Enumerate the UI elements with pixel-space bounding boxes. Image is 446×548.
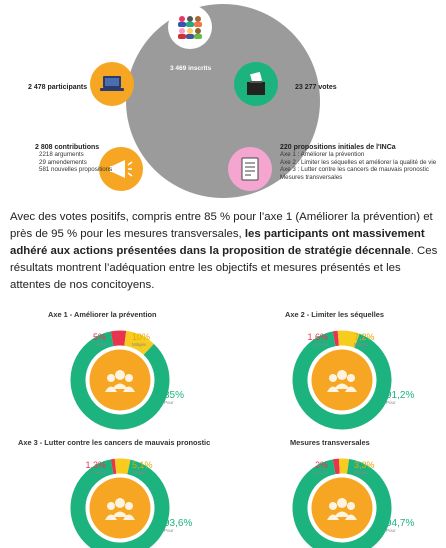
person-head-icon bbox=[115, 370, 125, 380]
person-head-icon bbox=[115, 498, 125, 508]
person-head-icon bbox=[329, 374, 337, 382]
donut-segment-contre bbox=[334, 466, 339, 467]
chart-title: Axe 2 - Limiter les séquelles bbox=[285, 310, 384, 319]
data-label-sub: Contre bbox=[314, 470, 328, 475]
summary-bold-text: les participants ont massivement adhéré aux actions présentées dans la proposition de stratégie décennale bbox=[10, 228, 425, 257]
chart-title: Mesures transversales bbox=[290, 438, 370, 447]
data-label: 94,7% bbox=[386, 518, 415, 529]
contribution-item: 29 amendements bbox=[39, 158, 87, 166]
data-label-sub: Mitigés bbox=[132, 470, 147, 475]
donut-segment-contre bbox=[112, 466, 115, 467]
data-label: 3,3% bbox=[354, 460, 375, 470]
donut-segment-contre bbox=[334, 338, 338, 339]
data-label-sub: Contre bbox=[92, 342, 106, 347]
data-label: 1,3% bbox=[85, 460, 106, 470]
data-label-sub: Pour bbox=[386, 528, 396, 533]
person-head-icon bbox=[107, 502, 115, 510]
donut-segment-mitigés bbox=[116, 466, 129, 467]
proposition-item: Axe 3 : Lutter contre les cancers de mauvais pronostic bbox=[280, 166, 429, 173]
participants-count: 2 478 participants bbox=[28, 84, 88, 91]
data-label-sub: Pour bbox=[386, 400, 396, 405]
data-label-sub: Pour bbox=[164, 528, 174, 533]
data-label: 2% bbox=[314, 460, 328, 470]
data-label-sub: Contre bbox=[92, 470, 106, 475]
chart-title: Axe 1 - Améliorer la prévention bbox=[48, 310, 157, 319]
data-label-sub: Mitigés bbox=[354, 342, 369, 347]
person-head-icon bbox=[337, 498, 347, 508]
summary-text-2: . Ces résultats montrent l’adéquation entre les objectifs et mesures présentés et les attentes de nos concitoyens. bbox=[10, 245, 438, 291]
data-label-sub: Contre bbox=[314, 342, 328, 347]
person-head-icon bbox=[125, 374, 133, 382]
data-label: 5% bbox=[92, 332, 106, 342]
data-label: 7,2% bbox=[354, 332, 375, 342]
person-head-icon bbox=[107, 374, 115, 382]
person-head-icon bbox=[347, 374, 355, 382]
proposition-item: Mesures transversales bbox=[280, 173, 343, 181]
data-label: 5,1% bbox=[132, 460, 153, 470]
person-head-icon bbox=[337, 370, 347, 380]
data-label-sub: Pour bbox=[164, 400, 174, 405]
proposition-item: Axe 1 : Améliorer la prévention bbox=[280, 151, 365, 158]
data-label: 91,2% bbox=[386, 390, 415, 401]
data-label: 85% bbox=[164, 390, 185, 401]
contribution-item: 581 nouvelles propositions bbox=[39, 166, 113, 173]
contributions-title: 2 808 contributions bbox=[35, 144, 100, 151]
proposition-item: Axe 2 : Limiter les séquelles et améliorer la qualité de vie bbox=[280, 158, 437, 166]
data-label: 10% bbox=[132, 332, 151, 342]
person-head-icon bbox=[329, 502, 337, 510]
votes-count: 23 277 votes bbox=[295, 84, 337, 91]
data-label: 93,6% bbox=[164, 518, 193, 529]
person-head-icon bbox=[125, 502, 133, 510]
registered-count: 3 469 inscrits bbox=[170, 65, 212, 72]
donut-segment-contre bbox=[112, 338, 125, 339]
data-label-sub: Mitigés bbox=[354, 470, 369, 475]
propositions-title: 220 propositions initiales de l'INCa bbox=[280, 144, 396, 151]
chart-title: Axe 3 - Lutter contre les cancers de mauvais pronostic bbox=[18, 438, 211, 447]
summary-text-1: Avec des votes positifs, compris entre 85 % pour l’axe 1 (Améliorer la prévention) et près de 95 % pour les mesures transversales, bbox=[10, 211, 433, 240]
data-label-sub: Mitigés bbox=[132, 342, 147, 347]
contribution-item: 2218 arguments bbox=[39, 151, 84, 158]
person-head-icon bbox=[347, 502, 355, 510]
data-label: 1,6% bbox=[307, 332, 328, 342]
